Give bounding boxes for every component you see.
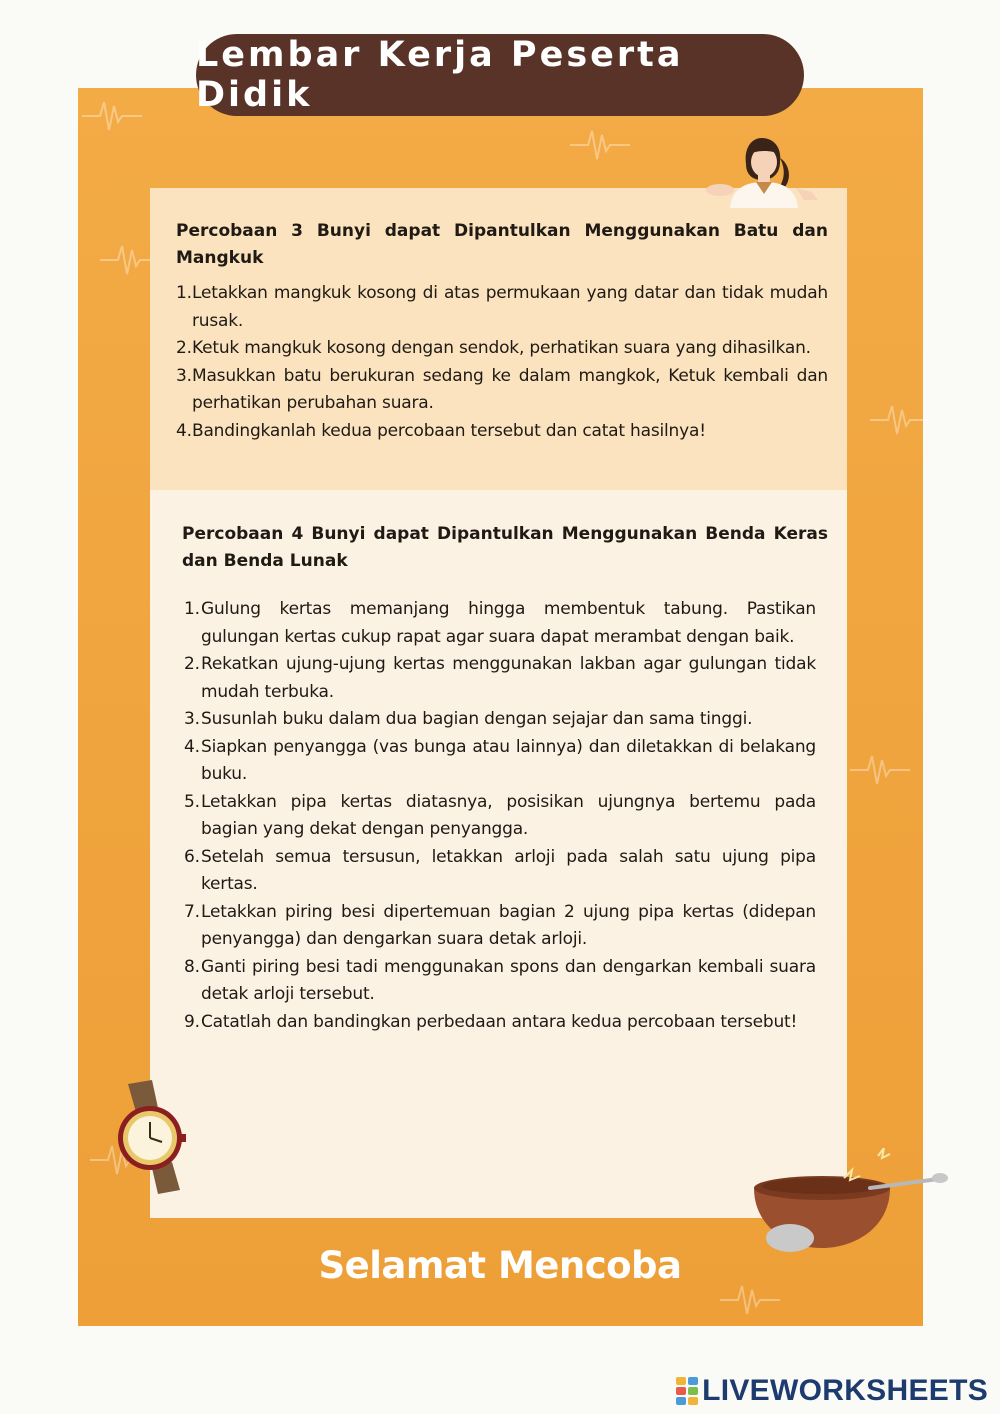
- list-item: [184, 706, 816, 734]
- step-text: Catatlah dan bandingkan perbedaan antara kedua percobaan tersebut!: [201, 1011, 798, 1032]
- step-text: Setelah semua tersusun, letakkan arloji pada salah satu ujung pipa kertas.: [201, 846, 816, 894]
- experiment-4-section: [182, 521, 828, 1036]
- step-number: 1.: [176, 283, 192, 303]
- step-number: 8.: [184, 956, 200, 977]
- list-item: [176, 280, 828, 335]
- bowl-with-stone-icon: [750, 1148, 950, 1258]
- step-text: Susunlah buku dalam dua bagian dengan sejajar dan sama tinggi.: [201, 709, 753, 729]
- step-text: Ganti piring besi tadi menggunakan spons dan dengarkan kembali suara detak arloji tersebut.: [201, 956, 816, 1004]
- experiment-3-section: [176, 218, 828, 445]
- experiment-4-steps: [184, 596, 816, 1036]
- step-number: 5.: [184, 791, 200, 812]
- step-number: 2.: [176, 338, 192, 358]
- list-item: [184, 596, 816, 651]
- step-text: Gulung kertas memanjang hingga membentuk tabung. Pastikan gulungan kertas cukup rapat agar suara dapat merambat dengan baik.: [201, 599, 816, 647]
- list-item: [184, 899, 816, 954]
- step-text: Masukkan batu berukuran sedang ke dalam mangkok, Ketuk kembali dan perhatikan perubahan suara.: [192, 365, 828, 413]
- liveworksheets-brand[interactable]: [676, 1374, 988, 1408]
- step-number: 3.: [176, 365, 192, 386]
- step-number: 1.: [184, 599, 200, 619]
- list-item: [184, 954, 816, 1009]
- title-banner: [196, 34, 804, 116]
- step-text: Rekatkan ujung-ujung kertas menggunakan lakban agar gulungan tidak mudah terbuka.: [201, 654, 816, 702]
- teacher-illustration: [700, 128, 830, 208]
- list-item: [176, 335, 828, 363]
- list-item: [184, 789, 816, 844]
- step-text: Letakkan mangkuk kosong di atas permukaan yang datar dan tidak mudah rusak.: [192, 283, 828, 331]
- list-item: [184, 844, 816, 899]
- sound-wave-icon: [870, 400, 930, 440]
- step-number: 9.: [184, 1011, 200, 1032]
- liveworksheets-logo-icon: [676, 1377, 698, 1405]
- step-text: Ketuk mangkuk kosong dengan sendok, perhatikan suara yang dihasilkan.: [192, 338, 811, 358]
- step-text: Letakkan piring besi dipertemuan bagian 2 ujung pipa kertas (didepan penyangga) dan dengarkan suara detak arloji.: [201, 901, 816, 949]
- sound-wave-icon: [570, 125, 630, 165]
- step-number: 3.: [184, 709, 200, 729]
- experiment-4-heading: Percobaan 4 Bunyi dapat Dipantulkan Menggunakan Benda Keras dan Benda Lunak: [182, 524, 828, 571]
- closing-message: Selamat Mencoba: [318, 1244, 682, 1287]
- brand-name: LIVEWORKSHEETS: [702, 1374, 988, 1407]
- step-number: 6.: [184, 846, 200, 867]
- experiment-3-heading: Percobaan 3 Bunyi dapat Dipantulkan Menggunakan Batu dan Mangkuk: [176, 221, 828, 268]
- step-number: 4.: [176, 420, 192, 441]
- step-text: Bandingkanlah kedua percobaan tersebut dan catat hasilnya!: [192, 420, 706, 441]
- list-item: [184, 1009, 816, 1037]
- step-text: Siapkan penyangga (vas bunga atau lainnya) dan diletakkan di belakang buku.: [201, 736, 816, 784]
- step-number: 4.: [184, 736, 200, 757]
- list-item: [176, 418, 828, 446]
- list-item: [184, 651, 816, 706]
- list-item: [184, 734, 816, 789]
- page-title: Lembar Kerja Peserta Didik: [196, 35, 684, 115]
- step-number: 7.: [184, 901, 200, 922]
- step-text: Letakkan pipa kertas diatasnya, posisikan ujungnya bertemu pada bagian yang dekat dengan penyangga.: [201, 791, 816, 839]
- watch-icon: [108, 1080, 198, 1195]
- list-item: [176, 363, 828, 418]
- step-number: 2.: [184, 654, 200, 674]
- experiment-3-steps: [176, 280, 828, 445]
- sound-wave-icon: [82, 96, 142, 136]
- sound-wave-icon: [850, 750, 910, 790]
